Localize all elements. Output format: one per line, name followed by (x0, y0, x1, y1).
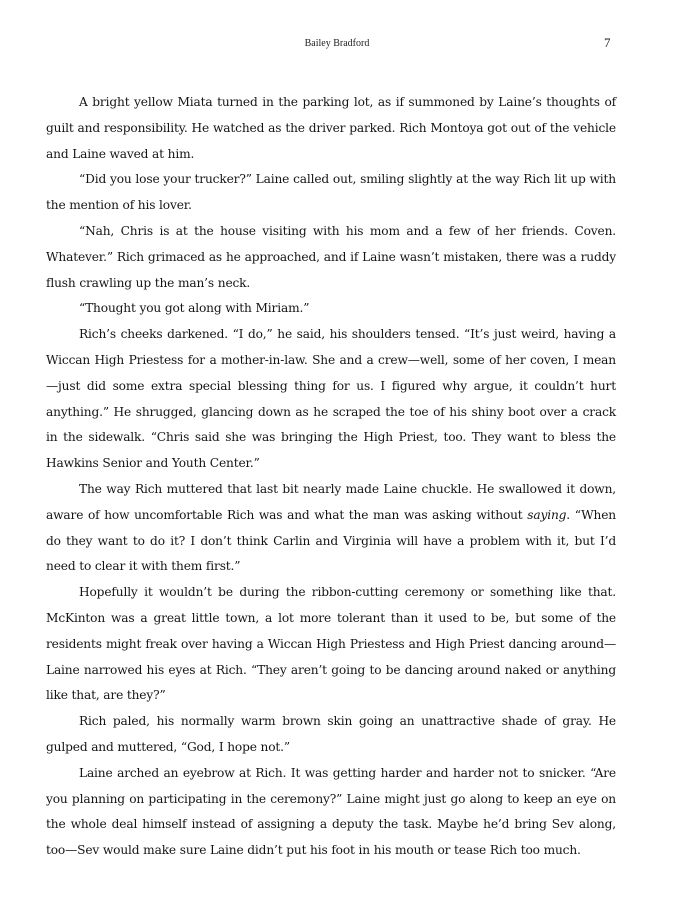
paragraph: Rich’s cheeks darkened. “I do,” he said, his shoulders tensed. “It’s just weird, having a Wiccan High Priestess for a mother-in-law. She and a crew—well, some of her coven, I mean—just did some extra special blessing thing for us. I figured why argue, it couldn’t hurt anything.” He shrugged, glancing down as he scraped the toe of his shiny boot over a crack in the sidewalk. “Chris said she was bringing the High Priest, too. They want to bless the Hawkins Senior and Youth Center.” (46, 327, 616, 471)
paragraph: A bright yellow Miata turned in the parking lot, as if summoned by Laine’s thoughts of guilt and responsibility. He watched as the driver parked. Rich Montoya got out of the vehicle and Laine waved at him. (46, 95, 616, 161)
emphasized-word: saying (527, 507, 567, 522)
paragraph: “Thought you got along with Miriam.” (79, 301, 310, 316)
paragraph: “Did you lose your trucker?” Laine called out, smiling slightly at the way Rich lit up with the mention of his lover. (46, 172, 616, 213)
page-number: 7 (604, 35, 611, 50)
paragraph-text: . “When do they want to do it? I don’t think Carlin and Virginia will have a problem with it, but I’d need to clear it with them first.” (46, 507, 616, 574)
paragraph-text: The way Rich muttered that last bit nearly made Laine chuckle. He swallowed it down, aware of how uncomfortable Rich was and what the man was asking without (46, 481, 616, 522)
running-header-author: Bailey Bradford (304, 38, 370, 49)
paragraph (46, 477, 616, 580)
paragraph: “Nah, Chris is at the house visiting with his mom and a few of her friends. Coven. Whatever.” Rich grimaced as he approached, and if Laine wasn’t mistaken, there was a ruddy flush crawling up the man’s neck. (46, 223, 616, 290)
paragraph: Rich paled, his normally warm brown skin going an unattractive shade of gray. He gulped and muttered, “God, I hope not.” (46, 714, 616, 754)
paragraph: Hopefully it wouldn’t be during the ribbon-cutting ceremony or something like that. McKinton was a great little town, a lot more tolerant than it used to be, but some of the residents might freak over having a Wiccan High Priestess and High Priest dancing around—Laine narrowed his eyes at Rich. “They aren’t going to be dancing around naked or anything like that, are they?” (46, 585, 616, 703)
paragraph: Laine arched an eyebrow at Rich. It was getting harder and harder not to snicker. “Are you planning on participating in the ceremony?” Laine might just go along to keep an eye on the whole deal himself instead of assigning a deputy the task. Maybe he’d bring Sev along, too—Sev would make sure Laine didn’t put his foot in his mouth or tease Rich too much. (46, 765, 616, 858)
body-text (46, 90, 616, 864)
